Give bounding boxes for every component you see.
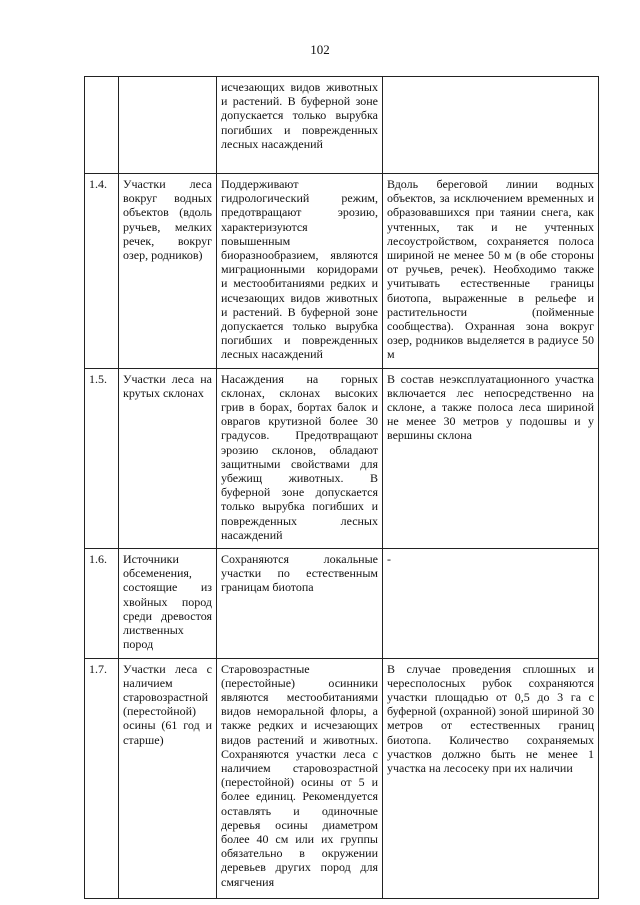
area-name-cell xyxy=(119,77,217,174)
conditions-cell: В случае проведения сплошных и чересполосных рубок сохраняются участки площадью от 0,5 до 3 га с буферной (охранной) зоной шириной 30 метров от естественных границ биотопа. Количество сохраняемых участков должно быть не менее 1 участка на лесосеку при их наличии xyxy=(383,658,599,898)
purpose-cell: исчезающих видов животных и растений. В буферной зоне допускается только вырубка погибших и поврежденных лесных насаждений xyxy=(217,77,383,174)
area-name-cell: Участки леса на крутых склонах xyxy=(119,368,217,548)
purpose-cell: Поддерживают гидрологический режим, предотвращают эрозию, характеризуются повышенным биоразнообразием, являются миграционными коридорами и местообитаниями редких и исчезающих видов животных и растений. В буферной зоне допускается только вырубка погибших и поврежденных лесных насаждений xyxy=(217,174,383,369)
row-number-cell: 1.6. xyxy=(85,549,119,658)
table-row xyxy=(85,77,599,174)
conditions-cell xyxy=(383,77,599,174)
area-name-cell: Участки леса с наличием старовозрастной (перестойной) осины (61 год и старше) xyxy=(119,658,217,898)
conditions-cell: - xyxy=(383,549,599,658)
conditions-cell: В состав неэксплуатационного участка включается лес непосредственно на склоне, а также полоса леса шириной не менее 30 метров у подошвы и у вершины склона xyxy=(383,368,599,548)
purpose-cell: Насаждения на горных склонах, склонах высоких грив в борах, бортах балок и оврагов крутизной более 30 градусов. Предотвращают эрозию склонов, обладают защитными свойствами для убежищ животных. В буферной зоне допускается только вырубка погибших и поврежденных лесных насаждений xyxy=(217,368,383,548)
area-name-cell: Источники обсеменения, состоящие из хвойных пород среди древостоя лиственных пород xyxy=(119,549,217,658)
page-number: 102 xyxy=(310,42,330,57)
purpose-cell: Старовозрастные (перестойные) осинники являются местообитаниями видов неморальной флоры, а также редких и исчезающих видов растений и животных. Сохраняются участки леса с наличием старовозрастной (перестойной) осины от 5 и более единиц. Рекомендуется оставлять и одиночные деревья осины диаметром более 40 см или их группы обязательно в окружении деревьев других пород для смягчения xyxy=(217,658,383,898)
row-number-cell: 1.5. xyxy=(85,368,119,548)
table-row xyxy=(85,658,599,898)
table-row xyxy=(85,368,599,548)
row-number-cell: 1.7. xyxy=(85,658,119,898)
purpose-cell: Сохраняются локальные участки по естественным границам биотопа xyxy=(217,549,383,658)
protected-areas-table xyxy=(84,76,599,899)
conditions-cell: Вдоль береговой линии водных объектов, за исключением временных и образовавшихся при таянии снега, как учтенных, так и не учтенных лесоустройством, сохраняется полоса шириной не менее 50 м (в обе стороны от ручьев, речек). Необходимо также учитывать естественные границы биотопа, выраженные в рельефе и растительности (пойменные сообщества). Охранная зона вокруг озер, родников выделяется в радиусе 50 м xyxy=(383,174,599,369)
row-number-cell xyxy=(85,77,119,174)
table-row xyxy=(85,549,599,658)
row-number-cell: 1.4. xyxy=(85,174,119,369)
area-name-cell: Участки леса вокруг водных объектов (вдоль ручьев, мелких речек, вокруг озер, родников) xyxy=(119,174,217,369)
table-row xyxy=(85,174,599,369)
